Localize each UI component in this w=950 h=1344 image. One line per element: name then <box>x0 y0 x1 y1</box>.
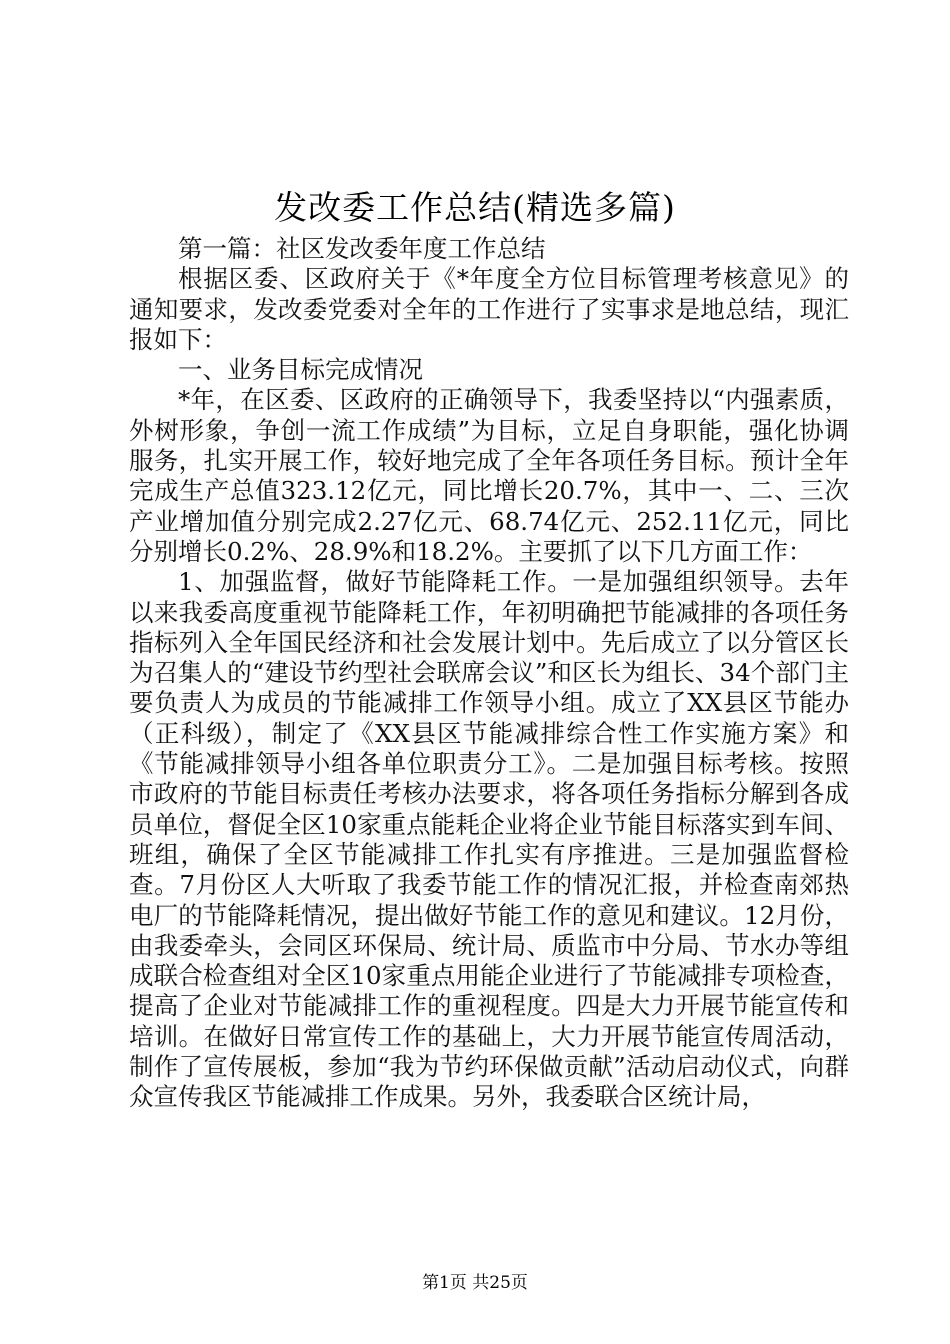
document-body <box>129 234 849 1113</box>
document-title: 发改委工作总结(精选多篇) <box>274 188 676 227</box>
section-heading-first: 第一篇：社区发改委年度工作总结 <box>178 234 546 263</box>
energy-saving-paragraph: 1、加强监督，做好节能降耗工作。一是加强组织领导。去年以来我委高度重视节能降耗工作，年初明确把节能减排的各项任务指标列入全年国民经济和社会发展计划中。先后成立了以分管区长为召集人的“建设节约型社会联席会议”和区长为组长、34个部门主要负责人为成员的节能减排工作领导小组。成立了XX县区节能办（正科级），制定了《XX县区节能减排综合性工作实施方案》和《节能减排领导小组各单位职责分工》。二是加强目标考核。按照市政府的节能目标责任考核办法要求，将各项任务指标分解到各成员单位，督促全区10家重点能耗企业将企业节能目标落实到车间、班组，确保了全区节能减排工作扎实有序推进。三是加强监督检查。7月份区人大听取了我委节能工作的情况汇报，并检查南郊热电厂的节能降耗情况，提出做好节能工作的意见和建议。12月份，由我委牵头，会同区环保局、统计局、质监市中分局、节水办等组成联合检查组对全区10家重点用能企业进行了节能减排专项检查，提高了企业对节能减排工作的重视程度。四是大力开展节能宣传和培训。在做好日常宣传工作的基础上，大力开展节能宣传周活动，制作了宣传展板，参加“我为节约环保做贡献”活动启动仪式，向群众宣传我区节能减排工作成果。另外，我委联合区统计局， <box>129 567 849 1112</box>
intro-paragraph: 根据区委、区政府关于《*年度全方位目标管理考核意见》的通知要求，发改委党委对全年的工作进行了实事求是地总结，现汇报如下： <box>129 264 849 354</box>
page-number: 第1页 共25页 <box>422 1273 528 1293</box>
section-heading-business-goals: 一、业务目标完成情况 <box>178 355 423 385</box>
overview-paragraph: *年，在区委、区政府的正确领导下，我委坚持以“内强素质，外树形象，争创一流工作成绩”为目标，立足自身职能，强化协调服务，扎实开展工作，较好地完成了全年各项任务目标。预计全年完成生产总值323.12亿元，同比增长20.7%，其中一、二、三次产业增加值分别完成2.27亿元、68.74亿元、252.11亿元，同比分别增长0.2%、28.9%和18.2%。主要抓了以下几方面工作： <box>129 385 849 566</box>
